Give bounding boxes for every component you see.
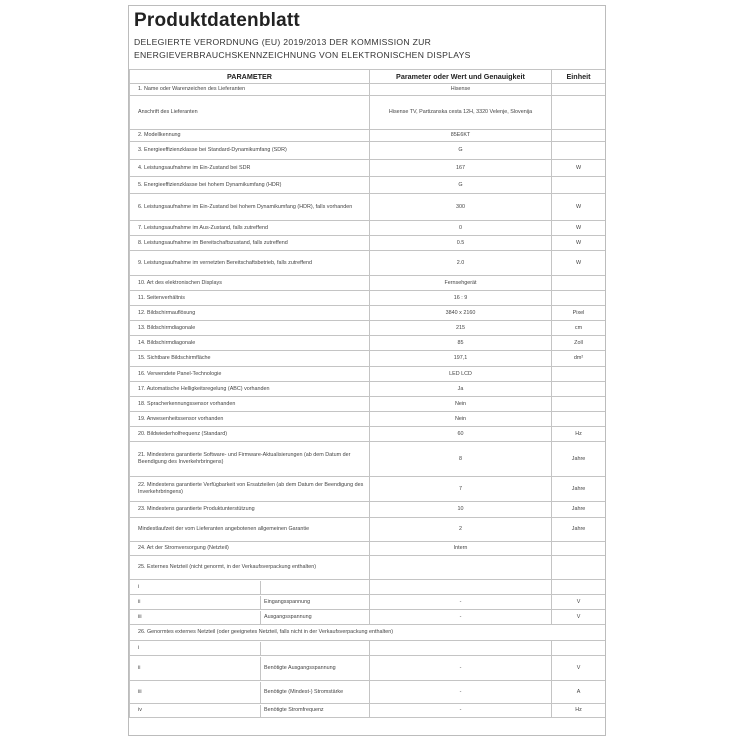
sub-index: i	[130, 642, 261, 655]
value-cell: 85	[370, 336, 552, 351]
table-row	[130, 595, 606, 610]
sub-parameter-split	[130, 596, 369, 609]
table-row	[130, 177, 606, 194]
value-cell: 0.5	[370, 236, 552, 251]
page-title: Produktdatenblatt	[134, 10, 300, 31]
parameter-cell: 15. Sichtbare Bildschirmfläche	[130, 351, 370, 367]
parameter-cell: 5. Energieeffizienzklasse bei hohem Dynamikumfang (HDR)	[130, 177, 370, 194]
parameter-cell: 14. Bildschirmdiagonale	[130, 336, 370, 351]
unit-cell	[552, 84, 606, 96]
value-cell: 3840 x 2160	[370, 306, 552, 321]
value-cell: Fernsehgerät	[370, 276, 552, 291]
unit-cell: V	[552, 610, 606, 625]
table-row	[130, 518, 606, 542]
table-body	[130, 84, 606, 718]
parameter-cell: 12. Bildschirmauflösung	[130, 306, 370, 321]
value-cell: Nein	[370, 397, 552, 412]
sub-parameter-split	[130, 581, 369, 594]
value-cell: G	[370, 142, 552, 160]
sub-parameter-cell	[130, 656, 370, 681]
parameter-cell: 25. Externes Netzteil (nicht genormt, in der Verkaufsverpackung enthalten)	[130, 556, 370, 580]
table-row	[130, 96, 606, 130]
table-row	[130, 142, 606, 160]
parameter-table	[129, 69, 606, 718]
value-cell: 197,1	[370, 351, 552, 367]
parameter-cell: 20. Bildwiederholfrequenz (Standard)	[130, 427, 370, 442]
unit-cell: Jahre	[552, 502, 606, 518]
table-row	[130, 397, 606, 412]
value-cell: LED LCD	[370, 367, 552, 382]
value-cell: -	[370, 610, 552, 625]
unit-cell: Hz	[552, 704, 606, 718]
value-cell: -	[370, 656, 552, 681]
table-row	[130, 580, 606, 595]
parameter-cell: 22. Mindestens garantierte Verfügbarkeit von Ersatzteilen (ab dem Datum der Beendigung des Inverkehrbringens)	[130, 477, 370, 502]
table-row	[130, 502, 606, 518]
sub-index: ii	[130, 657, 261, 680]
parameter-cell: 3. Energieeffizienzklasse bei Standard-Dynamikumfang (SDR)	[130, 142, 370, 160]
table-row	[130, 641, 606, 656]
parameter-cell: Anschrift des Lieferanten	[130, 96, 370, 130]
table-row	[130, 276, 606, 291]
value-cell: Hisense	[370, 84, 552, 96]
unit-cell: A	[552, 681, 606, 704]
sub-label: Benötigte Stromfrequenz	[264, 707, 324, 713]
header-parameter: PARAMETER	[130, 70, 370, 84]
table-row	[130, 251, 606, 276]
parameter-cell: 23. Mindestens garantierte Produktunterstützung	[130, 502, 370, 518]
sub-parameter-cell	[130, 595, 370, 610]
unit-cell	[552, 142, 606, 160]
table-row	[130, 656, 606, 681]
unit-cell	[552, 96, 606, 130]
value-cell: 10	[370, 502, 552, 518]
parameter-cell: 2. Modellkennung	[130, 130, 370, 142]
value-cell: 2	[370, 518, 552, 542]
unit-cell: V	[552, 656, 606, 681]
value-cell: Ja	[370, 382, 552, 397]
unit-cell: W	[552, 194, 606, 221]
table-row	[130, 412, 606, 427]
parameter-cell: 18. Spracherkennungssensor vorhanden	[130, 397, 370, 412]
value-cell: 85E6KT	[370, 130, 552, 142]
table-row	[130, 306, 606, 321]
sub-index: i	[130, 581, 261, 594]
table-row	[130, 442, 606, 477]
table-row	[130, 367, 606, 382]
table-row	[130, 704, 606, 718]
value-cell: 0	[370, 221, 552, 236]
sub-parameter-split	[130, 657, 369, 680]
parameter-cell: 21. Mindestens garantierte Software- und Firmware-Aktualisierungen (ab dem Datum der Beendigung des Inverkehrbringens)	[130, 442, 370, 477]
parameter-cell: 11. Seitenverhältnis	[130, 291, 370, 306]
sub-index: iv	[130, 705, 261, 717]
table-row	[130, 351, 606, 367]
value-cell: 7	[370, 477, 552, 502]
value-cell: 8	[370, 442, 552, 477]
sub-parameter-split	[130, 705, 369, 717]
sub-parameter-split	[130, 611, 369, 624]
unit-cell: W	[552, 251, 606, 276]
table-header-row	[130, 70, 606, 84]
sub-label: Eingangsspannung	[264, 598, 311, 605]
table-row	[130, 221, 606, 236]
parameter-cell: 17. Automatische Helligkeitsregelung (ABC) vorhanden	[130, 382, 370, 397]
parameter-cell: 8. Leistungsaufnahme im Bereitschaftszustand, falls zutreffend	[130, 236, 370, 251]
table-row	[130, 130, 606, 142]
value-cell: Nein	[370, 412, 552, 427]
table-row	[130, 477, 606, 502]
value-cell: 60	[370, 427, 552, 442]
table-row	[130, 681, 606, 704]
parameter-cell: 24. Art der Stromversorgung (Netzteil)	[130, 542, 370, 556]
sub-parameter-cell	[130, 641, 370, 656]
value-cell: Hisense TV, Partizanska cesta 12H, 3320 Velenje, Slovenija	[370, 96, 552, 130]
sub-parameter-cell	[130, 610, 370, 625]
unit-cell	[552, 542, 606, 556]
value-cell: 2.0	[370, 251, 552, 276]
value-cell: -	[370, 681, 552, 704]
value-cell	[370, 580, 552, 595]
unit-cell: Pixel	[552, 306, 606, 321]
sub-label	[261, 581, 369, 594]
unit-cell	[552, 397, 606, 412]
unit-cell: Jahre	[552, 518, 606, 542]
sub-label	[261, 642, 369, 655]
header-value: Parameter oder Wert und Genauigkeit	[370, 70, 552, 84]
unit-cell	[552, 367, 606, 382]
value-cell: -	[370, 704, 552, 718]
parameter-cell: 19. Anwesenheitssensor vorhanden	[130, 412, 370, 427]
table-row	[130, 336, 606, 351]
parameter-cell: 10. Art des elektronischen Displays	[130, 276, 370, 291]
unit-cell: V	[552, 595, 606, 610]
header-unit: Einheit	[552, 70, 606, 84]
unit-cell: Jahre	[552, 477, 606, 502]
unit-cell	[552, 291, 606, 306]
sub-label: Benötigte Ausgangsspannung	[264, 664, 336, 671]
table-row	[130, 625, 606, 641]
value-cell: 16 : 9	[370, 291, 552, 306]
value-cell	[370, 641, 552, 656]
product-data-sheet	[128, 5, 606, 736]
unit-cell: W	[552, 160, 606, 177]
parameter-cell: 7. Leistungsaufnahme im Aus-Zustand, falls zutreffend	[130, 221, 370, 236]
value-cell: -	[370, 595, 552, 610]
value-cell: Intern	[370, 542, 552, 556]
unit-cell	[552, 412, 606, 427]
table-row	[130, 194, 606, 221]
value-cell: 300	[370, 194, 552, 221]
value-cell: 215	[370, 321, 552, 336]
sub-parameter-cell	[130, 704, 370, 718]
sub-parameter-split	[130, 682, 369, 703]
unit-cell: Hz	[552, 427, 606, 442]
table-row	[130, 427, 606, 442]
parameter-cell: 1. Name oder Warenzeichen des Lieferanten	[130, 84, 370, 96]
unit-cell: dm²	[552, 351, 606, 367]
unit-cell: Jahre	[552, 442, 606, 477]
unit-cell: Zoll	[552, 336, 606, 351]
parameter-cell: 4. Leistungsaufnahme im Ein-Zustand bei SDR	[130, 160, 370, 177]
table-row	[130, 236, 606, 251]
table-row	[130, 160, 606, 177]
sub-label: Ausgangsspannung	[264, 613, 312, 620]
sub-label: Benötigte (Mindest-) Stromstärke	[264, 688, 344, 695]
table-row	[130, 542, 606, 556]
sub-parameter-split	[130, 642, 369, 655]
unit-cell	[552, 177, 606, 194]
value-cell: 167	[370, 160, 552, 177]
unit-cell	[552, 382, 606, 397]
parameter-cell: 6. Leistungsaufnahme im Ein-Zustand bei hohem Dynamikumfang (HDR), falls vorhanden	[130, 194, 370, 221]
parameter-cell-wide: 26. Genormtes externes Netzteil (oder geeignetes Netzteil, falls nicht in der Verkaufsverpackung enthalten)	[130, 625, 606, 641]
table-row	[130, 382, 606, 397]
unit-cell	[552, 130, 606, 142]
parameter-cell: 16. Verwendete Panel-Technologie	[130, 367, 370, 382]
sub-index: iii	[130, 682, 261, 703]
regulation-subtitle: DELEGIERTE VERORDNUNG (EU) 2019/2013 DER KOMMISSION ZUR ENERGIEVERBRAUCHSKENNZEICHNUNG VON ELEKTRONISCHEN DISPLAYS	[134, 37, 471, 60]
table-row	[130, 84, 606, 96]
sub-index: ii	[130, 596, 261, 609]
unit-cell	[552, 276, 606, 291]
value-cell	[370, 556, 552, 580]
unit-cell	[552, 641, 606, 656]
unit-cell: W	[552, 236, 606, 251]
parameter-cell: 9. Leistungsaufnahme im vernetzten Bereitschaftsbetrieb, falls zutreffend	[130, 251, 370, 276]
sub-parameter-cell	[130, 681, 370, 704]
table-row	[130, 291, 606, 306]
unit-cell: cm	[552, 321, 606, 336]
unit-cell	[552, 556, 606, 580]
unit-cell	[552, 580, 606, 595]
value-cell: G	[370, 177, 552, 194]
sub-index: iii	[130, 611, 261, 624]
parameter-cell: 13. Bildschirmdiagonale	[130, 321, 370, 336]
table-row	[130, 321, 606, 336]
table-row	[130, 556, 606, 580]
unit-cell: W	[552, 221, 606, 236]
sub-parameter-cell	[130, 580, 370, 595]
table-row	[130, 610, 606, 625]
parameter-cell: Mindestlaufzeit der vom Lieferanten angebotenen allgemeinen Garantie	[130, 518, 370, 542]
